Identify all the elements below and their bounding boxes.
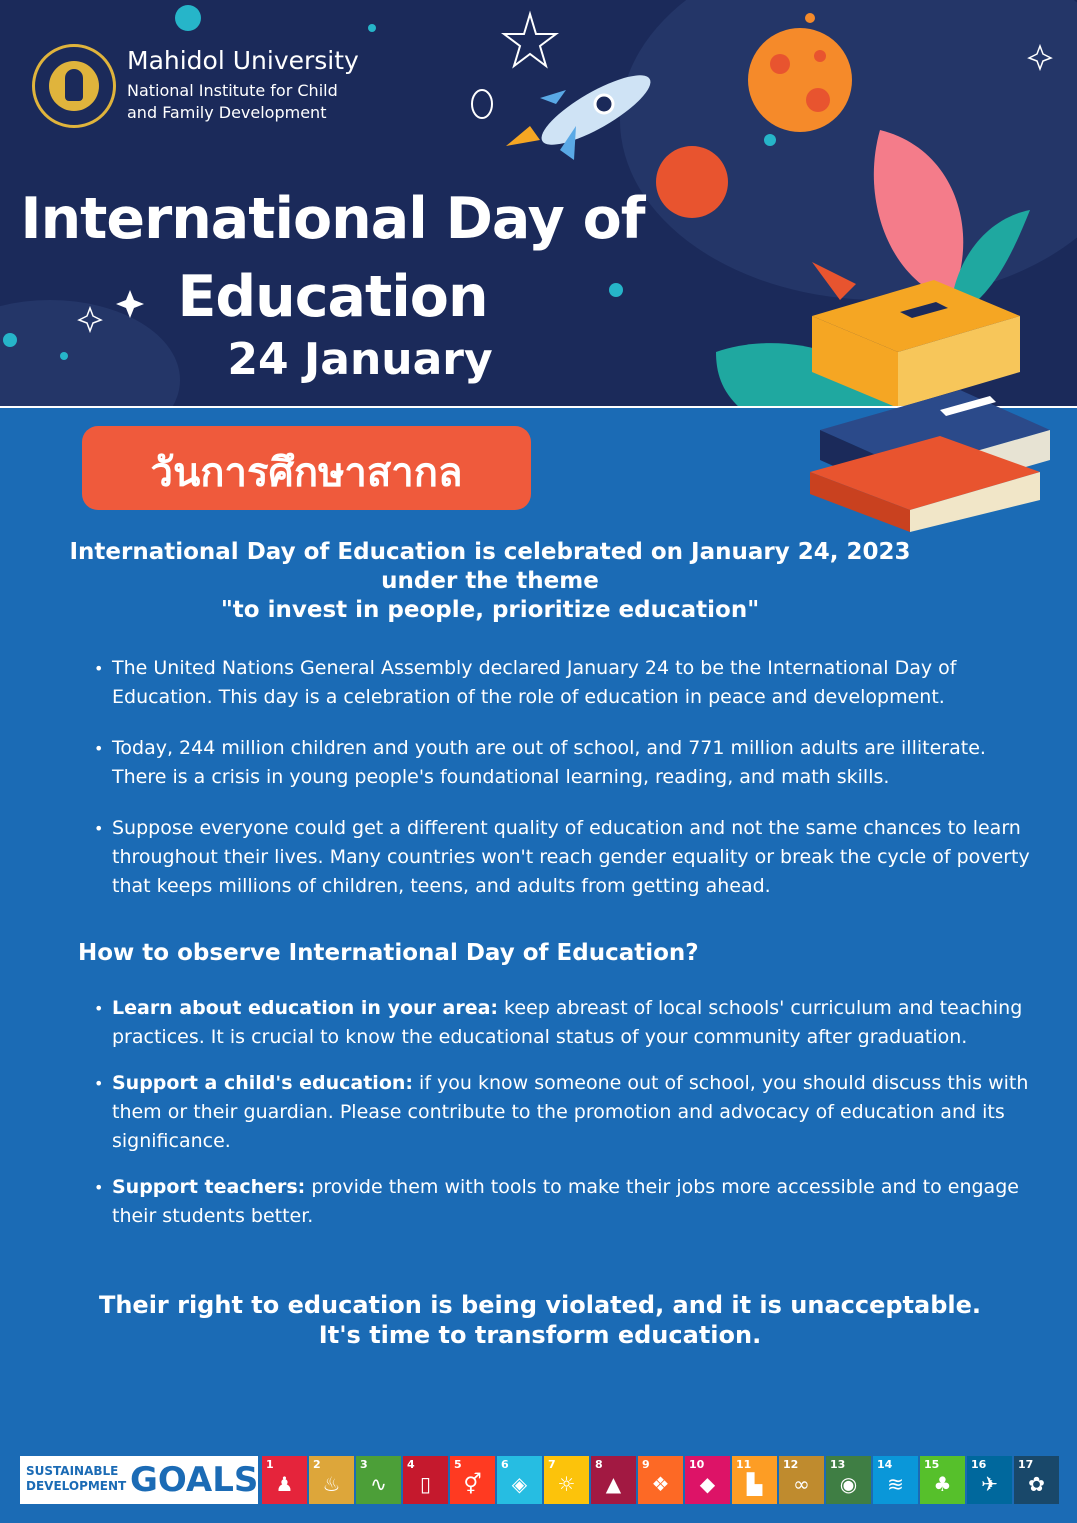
fact-item: • The United Nations General Assembly declared January 24 to be the International Day of Education. This day is a celebration of the role of education in peace and development. (94, 654, 1039, 712)
sdg-goal-icon: ♣ (933, 1472, 952, 1496)
sdg-goal-icon: ◈ (511, 1472, 528, 1496)
closing-statement (40, 1290, 1040, 1350)
how-item-text: keep abreast of local schools' curriculum and teaching practices. It is crucial to know the educational status of your community after graduation. (112, 997, 1023, 1048)
sdg-goal-tile (967, 1456, 1012, 1504)
sdg-logo-goals: GOALS (130, 1460, 259, 1500)
sdg-goal-number: 13 (830, 1458, 846, 1471)
sdg-goal-tile (309, 1456, 354, 1504)
ring-decoration (472, 90, 492, 118)
sdg-goal-number: 14 (877, 1458, 893, 1471)
sdg-goal-number: 12 (783, 1458, 799, 1471)
dot-decoration (175, 5, 201, 31)
thai-title-badge (82, 426, 531, 510)
sdg-goal-tile (1014, 1456, 1059, 1504)
sdg-goal-icon: ∞ (793, 1472, 810, 1496)
sdg-goal-tile (262, 1456, 307, 1504)
event-date: 24 January (227, 334, 493, 385)
sdg-goal-tile (591, 1456, 636, 1504)
sdg-goal-icon: ❖ (651, 1472, 670, 1496)
institute-name (127, 80, 338, 124)
sdg-goal-number: 8 (595, 1458, 603, 1471)
sdg-goal-tile (497, 1456, 542, 1504)
how-item-label: Learn about education in your area: (112, 997, 499, 1019)
how-item-label: Support teachers: (112, 1176, 306, 1198)
sdg-goal-number: 10 (689, 1458, 705, 1471)
orange-planet-icon (748, 13, 852, 146)
sdg-goal-number: 5 (454, 1458, 462, 1471)
sdg-goal-number: 3 (360, 1458, 368, 1471)
sdg-goal-number: 11 (736, 1458, 752, 1471)
sdg-goal-tile (779, 1456, 824, 1504)
sdg-tiles (260, 1456, 1059, 1504)
sdg-goal-icon: ✈ (981, 1472, 998, 1496)
sparkle-icon (1029, 46, 1051, 69)
dot-decoration (368, 24, 376, 32)
sdg-goal-number: 16 (971, 1458, 987, 1471)
sdg-goal-icon: ≋ (887, 1472, 904, 1496)
rocket-icon (506, 63, 659, 160)
sdg-goal-icon: ⚥ (463, 1472, 482, 1496)
sdg-goal-number: 6 (501, 1458, 509, 1471)
sdg-logo-text: SUSTAINABLE DEVELOPMENT (26, 1464, 127, 1493)
sdg-goal-tile (826, 1456, 871, 1504)
sdg-logo (20, 1456, 258, 1504)
lead-line-2: under the theme (381, 568, 599, 594)
leaf-pink-icon (874, 130, 963, 300)
books-stack-illustration (800, 360, 1070, 540)
sdg-goal-tile (544, 1456, 589, 1504)
sdg-goal-number: 15 (924, 1458, 940, 1471)
sdg-goal-number: 4 (407, 1458, 415, 1471)
sdg-goal-tile (873, 1456, 918, 1504)
sdg-goal-icon: ♨ (322, 1472, 341, 1496)
sdg-goal-number: 7 (548, 1458, 556, 1471)
sdg-goal-icon: ∿ (370, 1472, 387, 1496)
closing-line-1: Their right to education is being violated, and it is unacceptable. (98, 1291, 982, 1319)
triangle-decoration (812, 262, 856, 300)
lead-line-3: "to invest in people, prioritize education" (220, 597, 760, 623)
closing-line-2: It's time to transform education. (318, 1321, 762, 1349)
thai-title: วันการศึกษาสากล (150, 450, 463, 496)
sdg-goal-icon: ▲ (605, 1472, 622, 1496)
how-item-text: provide them with tools to make their jobs more accessible and to engage their students better. (112, 1176, 1019, 1227)
how-to-observe-heading: How to observe International Day of Education? (78, 940, 699, 966)
sdg-goal-number: 17 (1018, 1458, 1034, 1471)
sdg-goal-icon: ▯ (419, 1472, 431, 1496)
sdg-goal-tile (638, 1456, 683, 1504)
sdg-banner (20, 1456, 1070, 1504)
sdg-goal-icon: ✿ (1028, 1472, 1045, 1496)
fact-item: • Suppose everyone could get a different quality of education and not the same chances to learn throughout their lives. Many countries won't reach gender equality or break the cycle of poverty that keeps millions of children, teens, and adults from getting ahead. (94, 814, 1039, 901)
sdg-goal-tile (685, 1456, 730, 1504)
facts-list (94, 654, 1039, 901)
lead-line-1: International Day of Education is celebrated on January 24, 2023 (69, 539, 911, 565)
page-title: International Day of Education (20, 186, 645, 330)
sdg-goal-icon: ▙ (746, 1472, 763, 1496)
how-item (94, 1069, 1039, 1156)
sdg-goal-tile (450, 1456, 495, 1504)
sdg-goal-icon: ◆ (699, 1472, 716, 1496)
how-to-observe-list (94, 994, 1039, 1231)
lead-paragraph (40, 538, 940, 625)
how-item (94, 1173, 1039, 1231)
institute-line-1: National Institute for Child (127, 81, 338, 100)
university-logo (32, 44, 116, 128)
red-planet-icon (656, 146, 728, 218)
institute-line-2: and Family Development (127, 103, 327, 122)
fact-item: • Today, 244 million children and youth are out of school, and 771 million adults are illiterate. There is a crisis in young people's foundational learning, reading, and math skills. (94, 734, 1039, 792)
sdg-goal-number: 9 (642, 1458, 650, 1471)
header-banner (0, 0, 1077, 408)
sdg-goal-tile (403, 1456, 448, 1504)
sdg-goal-icon: ◉ (839, 1472, 858, 1496)
sdg-goal-number: 2 (313, 1458, 321, 1471)
sdg-goal-icon: ♟ (275, 1472, 294, 1496)
how-item-label: Support a child's education: (112, 1072, 413, 1094)
sdg-goal-icon: ☼ (557, 1472, 576, 1496)
sdg-goal-tile (732, 1456, 777, 1504)
star-outline-icon (504, 14, 556, 66)
university-name: Mahidol University (127, 46, 359, 75)
how-item-text: if you know someone out of school, you should discuss this with them or their guardian. Please contribute to the promotion and advocacy of education and its significance. (112, 1072, 1029, 1152)
sdg-goal-number: 1 (266, 1458, 274, 1471)
how-item (94, 994, 1039, 1052)
sdg-goal-tile (920, 1456, 965, 1504)
sdg-goal-tile (356, 1456, 401, 1504)
